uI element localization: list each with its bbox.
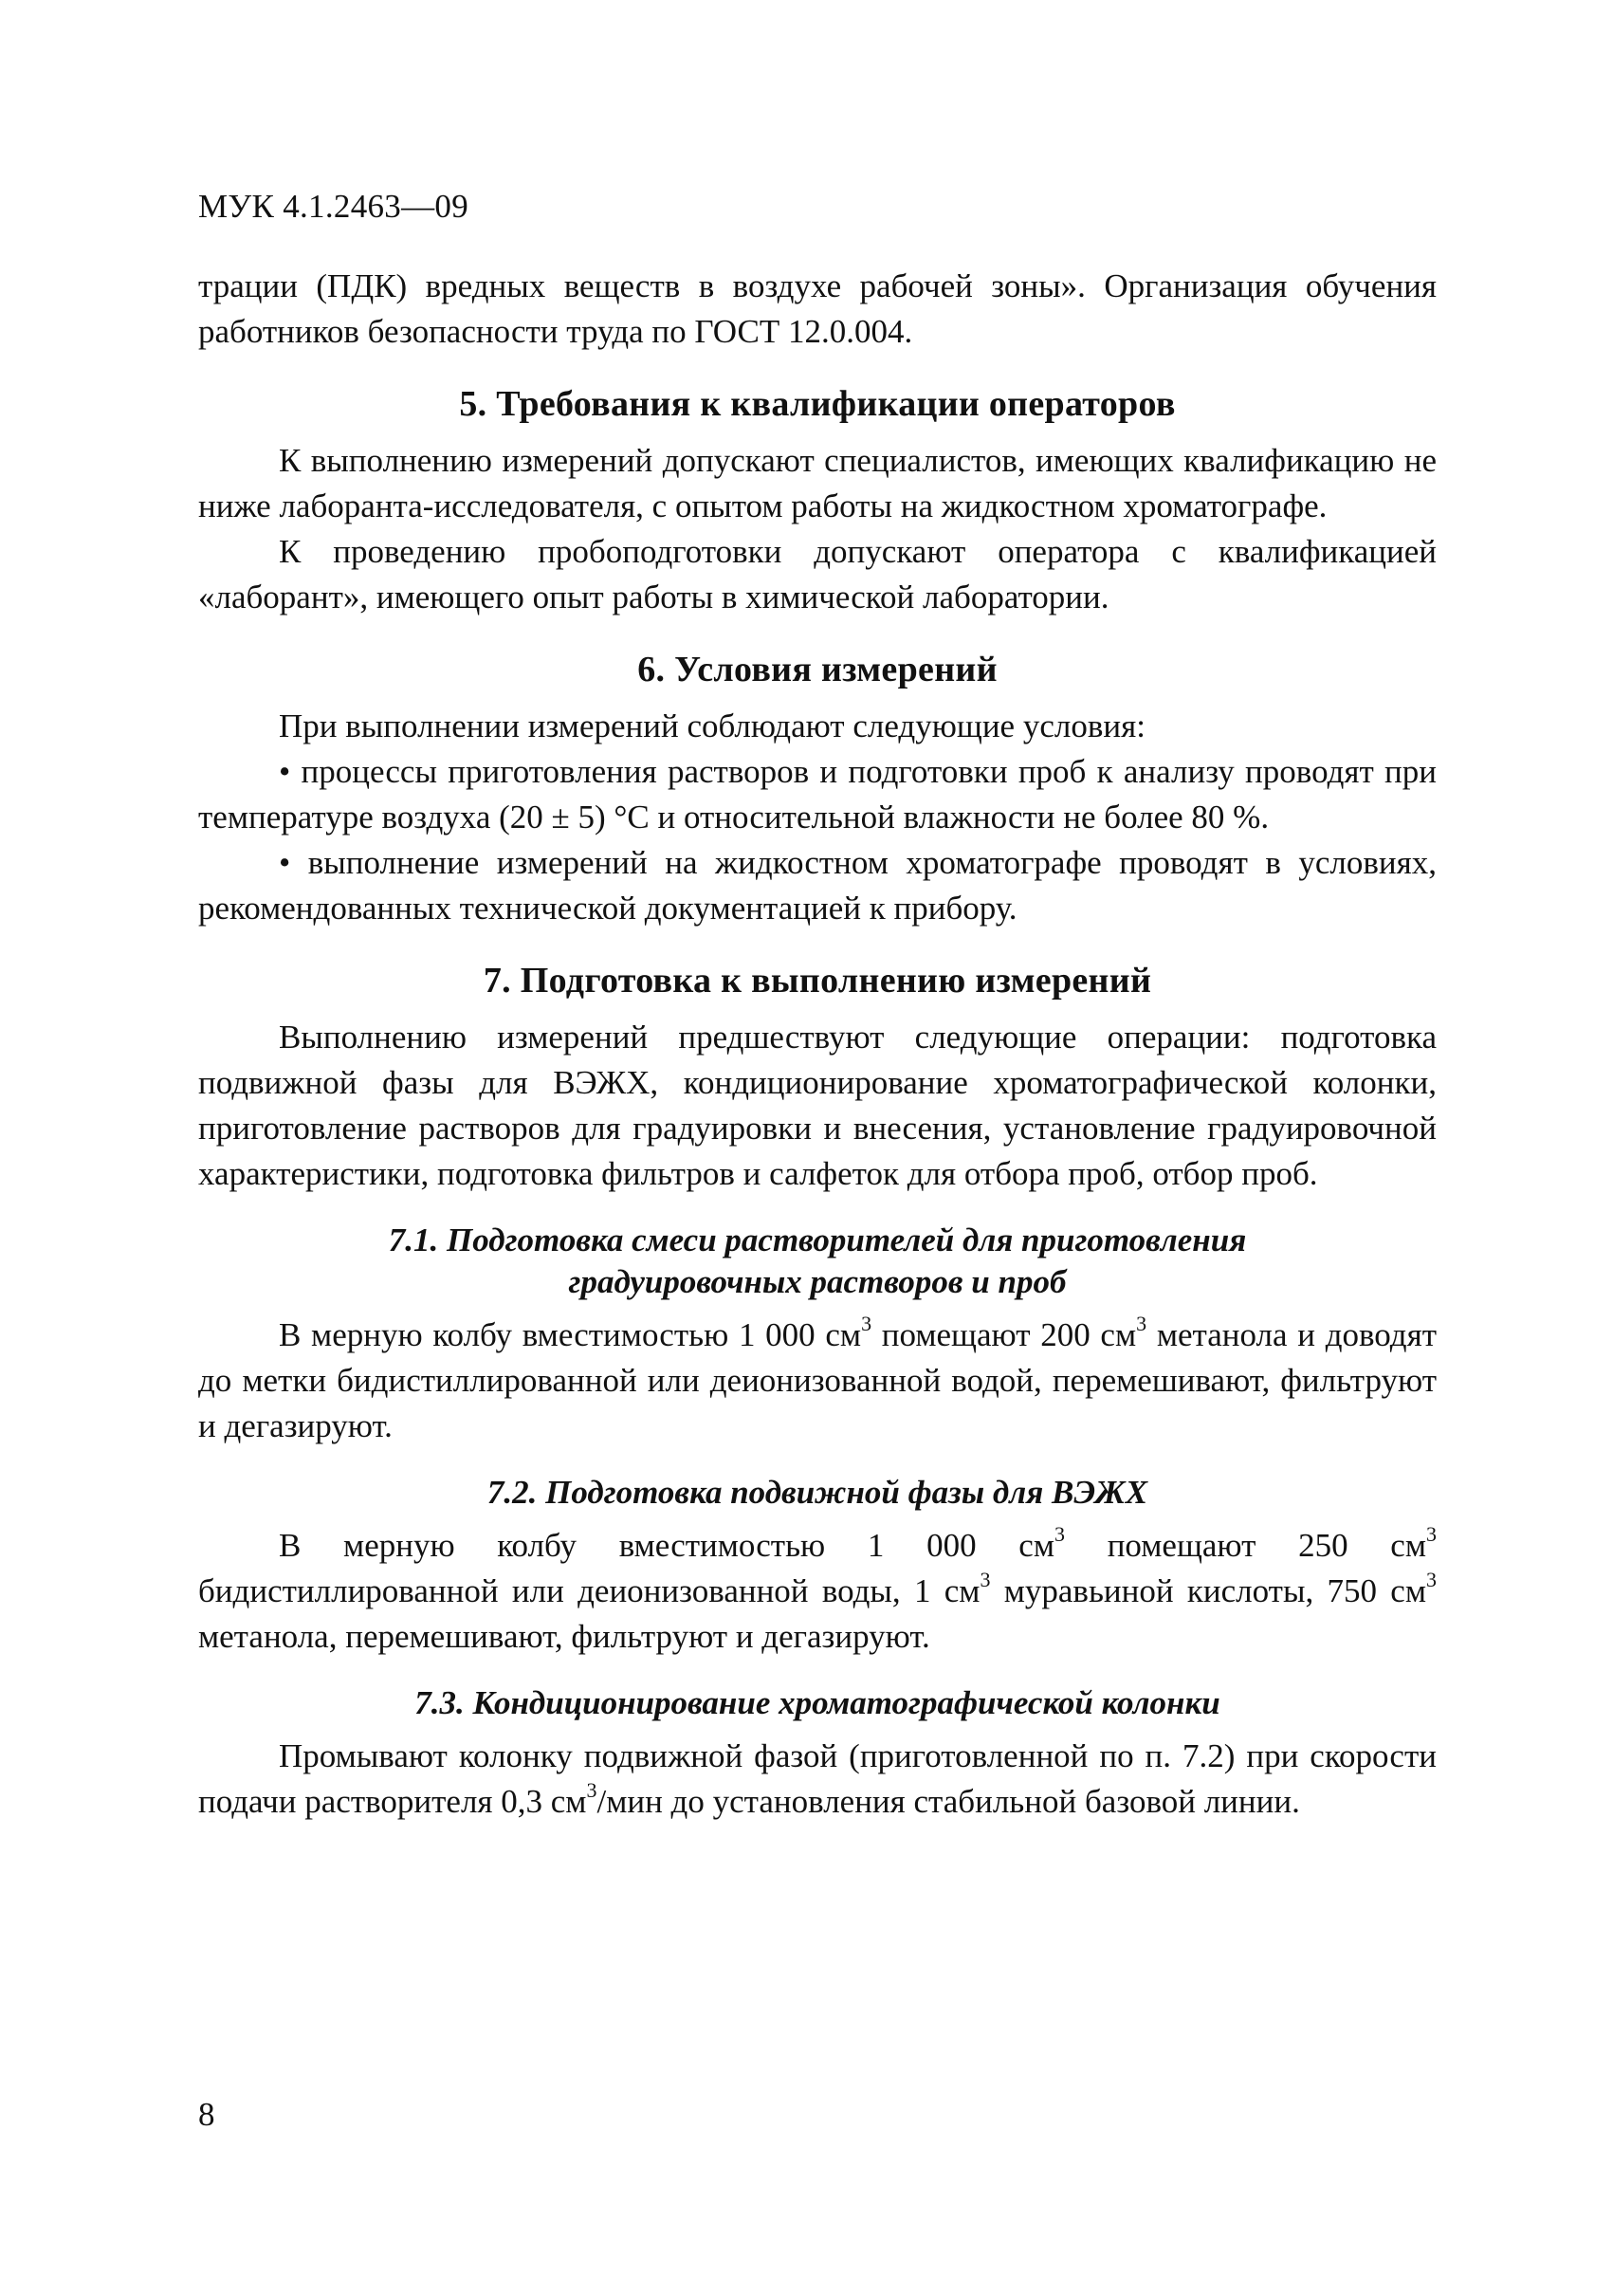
superscript: 3 [861,1312,872,1336]
section-6-heading: 6. Условия измерений [637,650,998,689]
body-text [198,264,1437,1825]
subsection-7-2-heading: 7.2. Подготовка подвижной фазы для ВЭЖХ [486,1474,1148,1511]
text-run: метанола и доводят до метки бидистиллированной или деионизованной водой, перемешивают, фильтруют и дегазируют. [198,1316,1437,1444]
subsection-7-1-heading-line-1: 7.1. Подготовка смеси растворителей для приготовления [388,1221,1247,1258]
text-run: метанола, перемешивают, фильтруют и дегазируют. [198,1618,930,1655]
section-5-paragraph-1: К выполнению измерений допускают специалистов, имеющих квалификацию не ниже лаборанта-исследователя, с опытом работы на жидкостном хроматографе. [198,442,1437,524]
superscript: 3 [980,1568,991,1592]
text-run: В мерную колбу вместимостью 1 000 см [279,1316,862,1353]
section-7-heading: 7. Подготовка к выполнению измерений [483,961,1152,1001]
section-7-paragraph-1: Выполнению измерений предшествуют следующие операции: подготовка подвижной фазы для ВЭЖХ, кондиционирование хроматографической колонки, приготовление растворов для градуировки и внесения, установление градуировочной характеристики, подготовка фильтров и салфеток для отбора проб, отбор проб. [198,1019,1437,1192]
text-run: помещают 250 см [1065,1527,1426,1564]
superscript: 3 [1426,1522,1437,1547]
section-5-paragraph-2: К проведению пробоподготовки допускают оператора с квалификацией «лаборант», имеющего опыт работы в химической лаборатории. [198,533,1437,615]
text-run: Промывают колонку подвижной фазой (приготовленной по п. 7.2) при скорости подачи растворителя 0,3 см [198,1737,1437,1820]
subsection-7-1-heading [198,1220,1437,1303]
superscript: 3 [586,1778,597,1803]
subsection-7-3-heading: 7.3. Кондиционирование хроматографической колонки [414,1684,1220,1721]
subsection-7-1-paragraph [198,1313,1437,1449]
text-run: /мин до установления стабильной базовой линии. [596,1783,1300,1820]
subsection-7-1-heading-line-2: градуировочных растворов и проб [568,1263,1067,1300]
section-6-bullet-2: • выполнение измерений на жидкостном хроматографе проводят в условиях, рекомендованных технической документацией к прибору. [198,844,1437,927]
section-5-heading: 5. Требования к квалификации операторов [459,384,1176,424]
page-number: 8 [198,2096,215,2133]
section-6-paragraph-1: При выполнении измерений соблюдают следующие условия: [279,707,1146,744]
text-run: помещают 200 см [871,1316,1137,1353]
superscript: 3 [1136,1312,1147,1336]
section-6-bullet-1: • процессы приготовления растворов и подготовки проб к анализу проводят при температуре воздуха (20 ± 5) °С и относительной влажности не более 80 %. [198,753,1437,836]
intro-paragraph: трации (ПДК) вредных веществ в воздухе рабочей зоны». Организация обучения работников безопасности труда по ГОСТ 12.0.004. [198,267,1437,350]
running-head: МУК 4.1.2463—09 [198,188,468,225]
superscript: 3 [1054,1522,1065,1547]
subsection-7-3-paragraph [198,1734,1437,1825]
text-run: муравьиной кислоты, 750 см [990,1572,1426,1609]
text-run: В мерную колбу вместимостью 1 000 см [279,1527,1054,1564]
subsection-7-2-paragraph [198,1523,1437,1660]
text-run: бидистиллированной или деионизованной воды, 1 см [198,1572,981,1609]
superscript: 3 [1426,1568,1437,1592]
